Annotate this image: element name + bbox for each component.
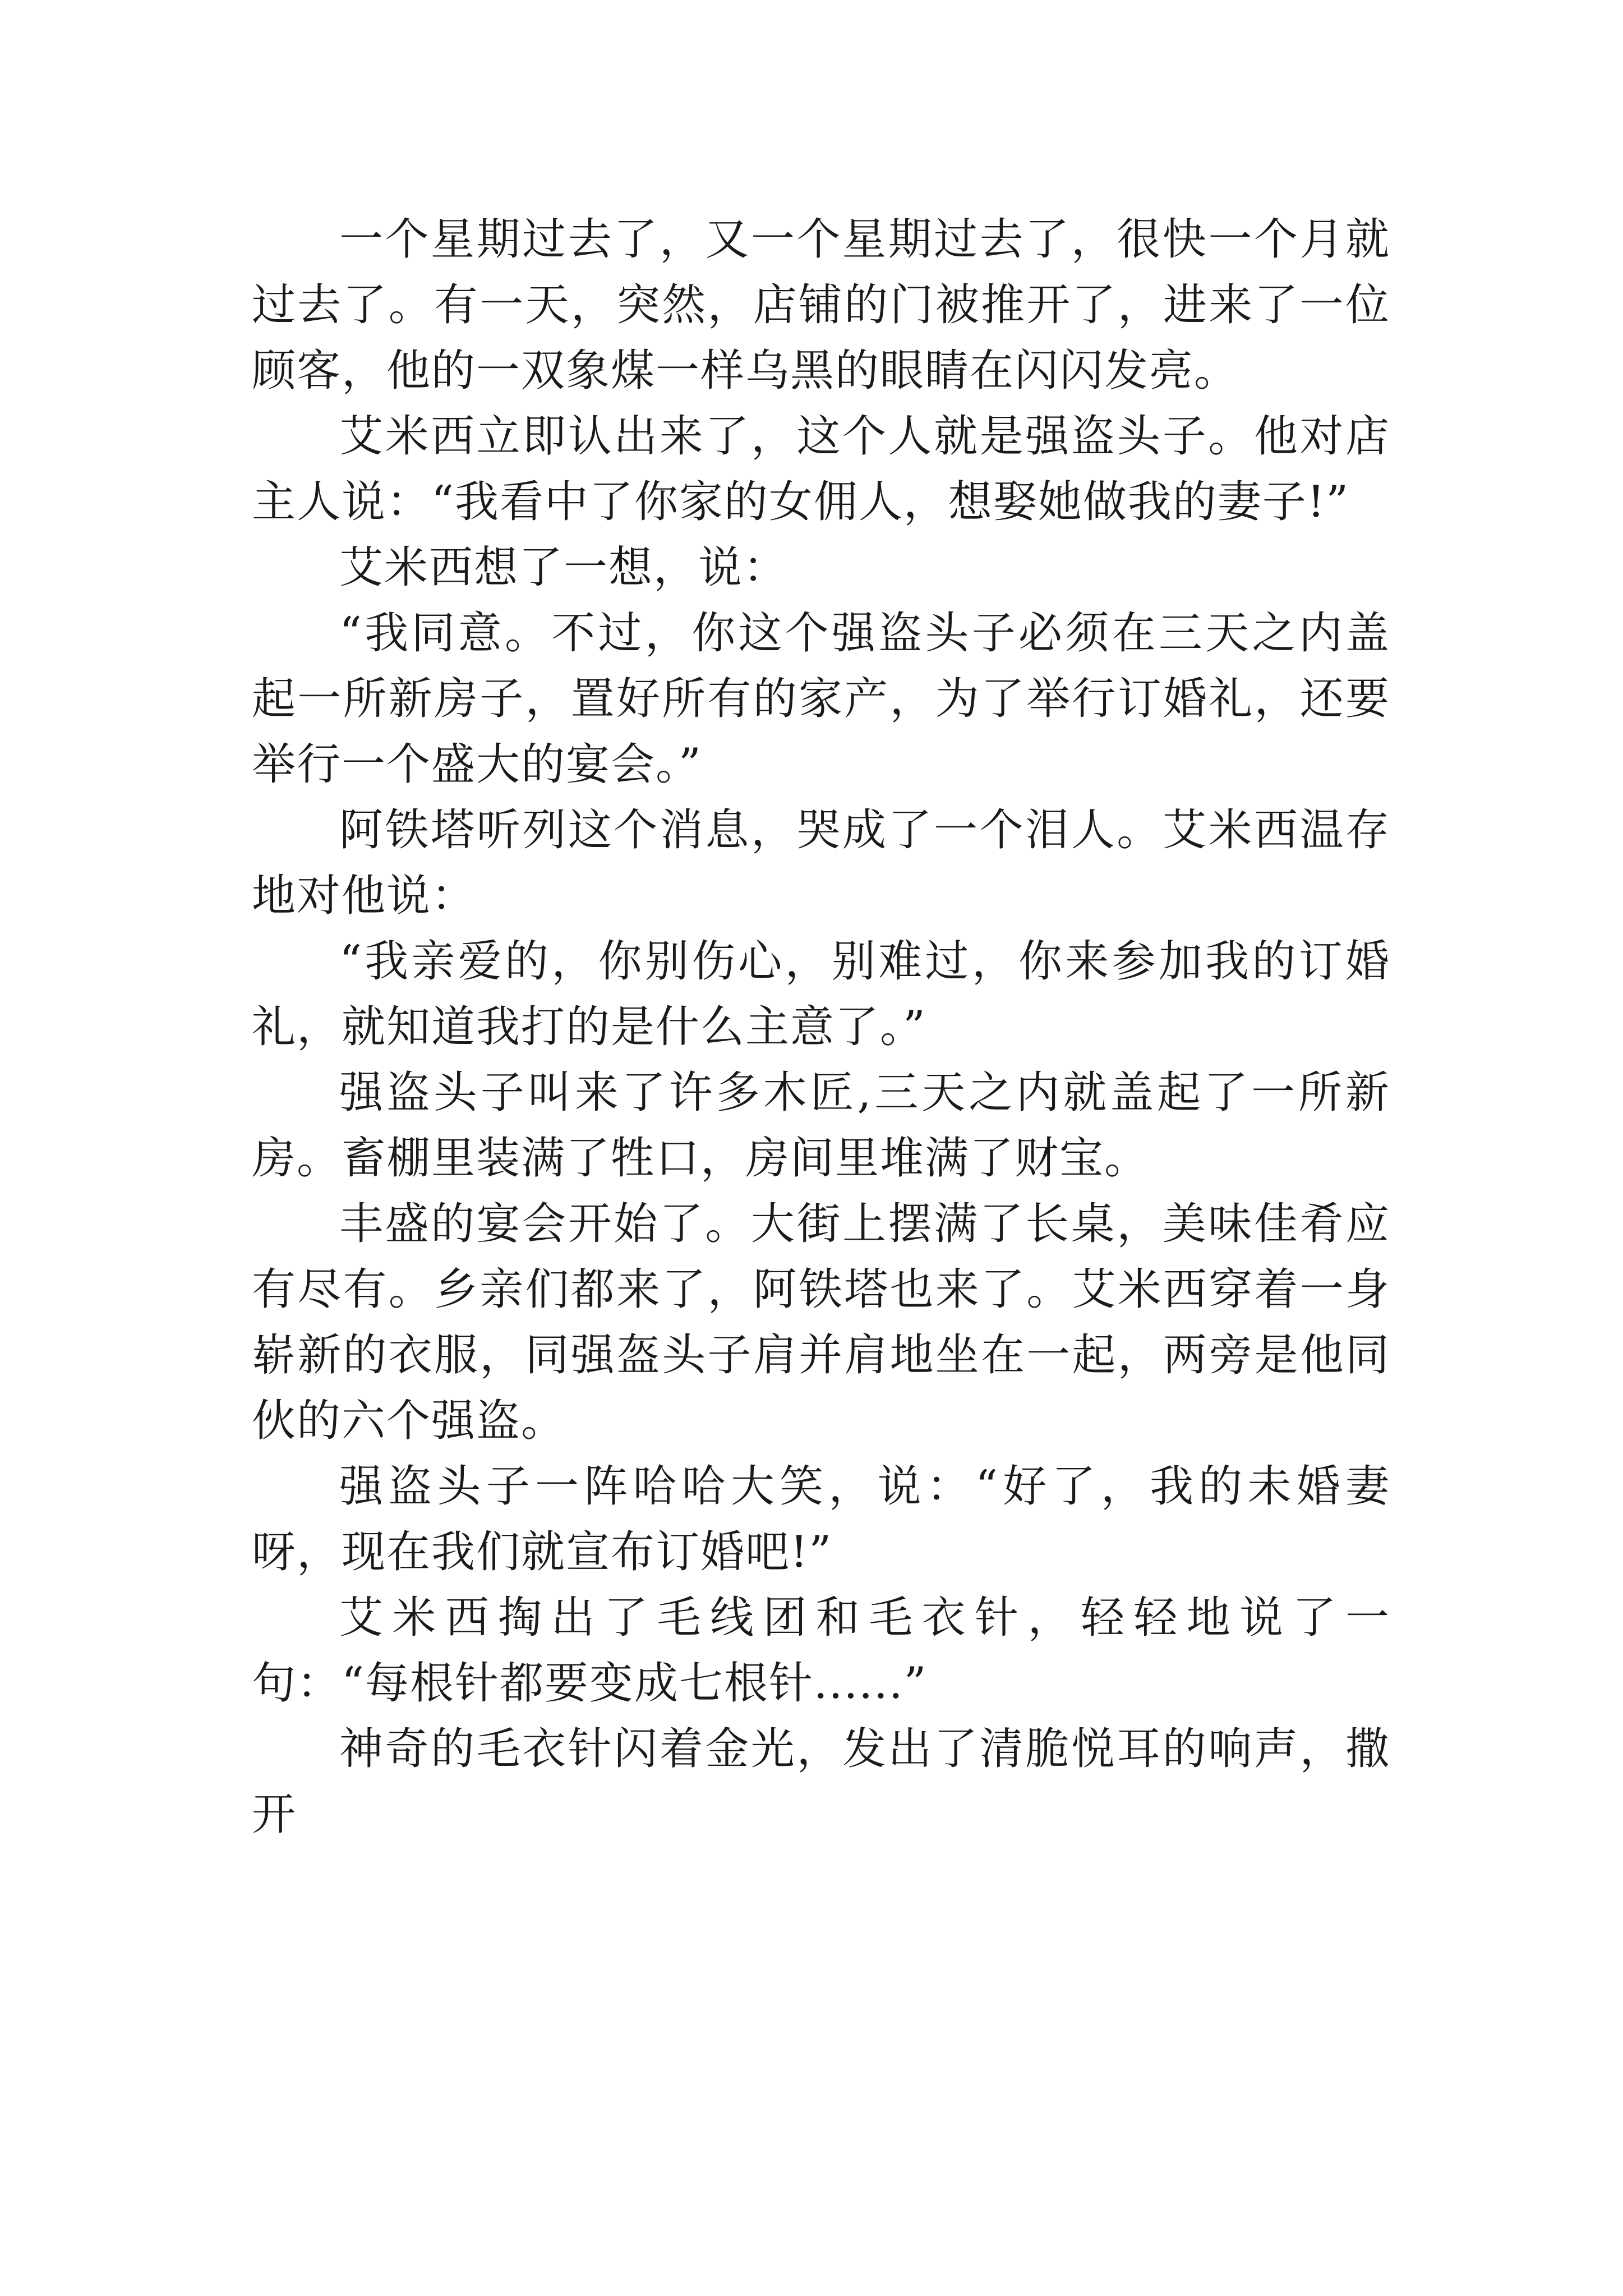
paragraph: 强盗头子一阵哈哈大笑，说：“好了，我的未婚妻呀，现在我们就宣布订婚吧!” xyxy=(252,1461,1390,1577)
paragraph: 艾米西掏出了毛线团和毛衣针，轻轻地说了一句：“每根针都要变成七根针......” xyxy=(252,1593,1390,1709)
paragraph: “我同意。不过，你这个强盗头子必须在三天之内盖起一所新房子，置好所有的家产，为了举行订婚礼，还要举行一个盛大的宴会。” xyxy=(252,608,1390,790)
paragraph: 艾米西立即认出来了，这个人就是强盗头子。他对店主人说：“我看中了你家的女佣人，想娶她做我的妻子!” xyxy=(252,411,1390,527)
paragraph: 艾米西想了一想，说： xyxy=(339,542,789,593)
body-text xyxy=(252,207,1390,1848)
paragraph: 阿铁塔听列这个消息，哭成了一个泪人。艾米西温存地对他说： xyxy=(252,805,1390,921)
paragraph: 一个星期过去了，又一个星期过去了，很快一个月就过去了。有一天，突然，店铺的门被推开了，进来了一位顾客，他的一双象煤一样乌黑的眼睛在闪闪发亮。 xyxy=(252,214,1390,396)
paragraph: “我亲爱的，你别伤心，别难过，你来参加我的订婚礼，就知道我打的是什么主意了。” xyxy=(252,936,1390,1052)
paragraph: 丰盛的宴会开始了。大街上摆满了长桌，美味佳肴应有尽有。乡亲们都来了，阿铁塔也来了。艾米西穿着一身崭新的衣服，同强盔头子肩并肩地坐在一起，两旁是他同伙的六个强盗。 xyxy=(252,1199,1390,1446)
paragraph: 强盗头子叫来了许多木匠,三天之内就盖起了一所新房。畜棚里装满了牲口，房间里堆满了财宝。 xyxy=(252,1068,1390,1184)
paragraph: 神奇的毛衣针闪着金光，发出了清脆悦耳的响声，撒开 xyxy=(252,1724,1390,1840)
